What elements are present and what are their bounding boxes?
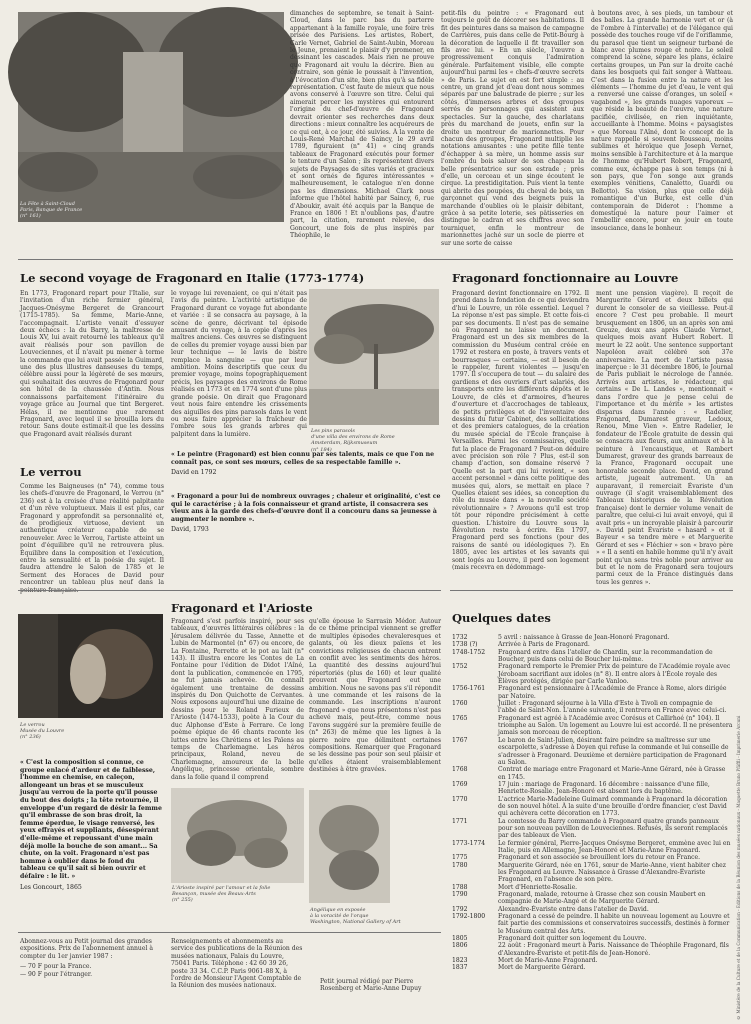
section-divider (450, 590, 733, 591)
second-voyage-title: Le second voyage de Fragonard en Italie (1773-1774) (20, 271, 365, 285)
quote-goncourt-source: Les Goncourt, 1865 (20, 883, 82, 891)
date-year: 1805 (452, 935, 468, 943)
date-year: 1773-1774 (452, 839, 486, 847)
verrou-image (18, 614, 163, 718)
section-divider (18, 259, 733, 260)
pins-caption-location: Amsterdam, Rijksmuseum (311, 440, 378, 447)
subscription-text: Abonnez-vous au Petit journal des grandes expositions. Prix de l'abonnement annuel à compter du 1er janvier 1987 : (20, 938, 153, 960)
fonctionnaire-column-2: ment une pension viagère). Il reçoit de Marguerite Gérard et deux billets qui durent le consoler de sa vieillesse. Peut-il encore ? C'est peu probable. Il meurt brusquement en 1806, un an après son ami Greuze, deux ans après Claude Vernet, quelques mois avant Hubert Robert. Il meurt le 22 août. Une sentence supportant Napoléon avait célébré son 37e anniversaire. La mort de l'artiste passa inaperçue : le 31 décembre 1806, le Journal de Paris publiait le nécrologe de l'année. Arrivés aux artistes, le rédacteur, qui certains « De L. Landes », mentionnait « dans l'ordre que je pense celui de l'importance et du mérite » les artistes disparus dans l'année : « Radelier, Fragonard, Dumarest graveur, Ledoux, Renou, Mme Vien ». Entre Radelier, le fondateur de l'École gratuite de dessin qui se consacra aux fleurs, aux animaux et à la peinture à l'encaustique, et Rambert Dumarest, graveur des grands barreaux de la France, Fragonard occupait une honorable seconde place. David, en grand artiste, jugeait autrement. Un an auparavant, il remerciait Évariste d'un ouvrage (il s'agit vraisemblablement des Tableaux historiques de la Révolution française) dont le dernier volume venait de paraître, que celui-ci lui avait envoyé, qui il avait pris « un incroyable plaisir à parcourir ». David peint Évariste « hasard » et il Bayeur « sa tendre mère » et Marguerite Gérard et ses « Fléchier » son « bravo père » « Il a senti en habile homme qu'il n'y avait point qu'un sens très noble pour arriver au but et le nom de Fragonard sera toujours parmi ceux de la France distingués dans tous les genres ». (596, 290, 733, 586)
angelique-caption-location: Washington, National Gallery of Art (310, 919, 401, 926)
date-event: Le fermier général, Pierre-Jacques Onésyme Bergeret, emmène avec lui en Italie, puis en Allemagne, Jean-Honoré et Marie-Anne Fragonard. (498, 839, 731, 854)
date-year: 1770 (452, 795, 468, 803)
date-year: 1806 (452, 942, 468, 950)
verrou-caption-location: Musée du Louvre (20, 728, 65, 735)
arioste-image-caption-location: Besançon, musée des Beaux-Arts (172, 891, 256, 898)
date-event: Fragonard est agréé à l'Académie avec Corésus et Callirhoé (n° 104). Il triomphe au Salon. Un logement au Louvre lui est accordé. Il ne présentera jamais son morceau de réception. (498, 714, 733, 737)
date-row (452, 715, 733, 737)
quote-david-1792 (171, 451, 441, 477)
editors-credit: Petit journal rédigé par Pierre Rosenberg et Marie-Anne Dupuy (320, 978, 422, 993)
arioste-image (171, 788, 304, 883)
dates-title: Quelques dates (452, 611, 551, 625)
date-year: 1792 (452, 905, 468, 913)
date-row (452, 906, 733, 913)
quote-david-1793-source: David, 1793 (171, 526, 209, 534)
angelique-caption-subtitle: à la voracité de l'orque (310, 913, 369, 920)
date-event: Fragonard entre dans l'atelier de Chardin, sur la recommandation de Boucher, puis dans celui de Boucher lui-même. (498, 648, 713, 664)
date-row (452, 913, 733, 935)
date-event: Fragonard remporte le Premier Prix de peinture de l'Académie royale avec Jéroboam sacrifiant aux idoles (n° 8). Il entre alors à l'École royale des Élèves protégés, dirigée par Carle Vanloo. (498, 663, 731, 686)
verrou-title: Le verrou (20, 465, 82, 479)
date-year: 1788 (452, 883, 468, 891)
date-row (452, 781, 733, 796)
date-year: 1837 (452, 964, 468, 972)
publications-info: Renseignements et abonnements au service des publications de la Réunion des musées nationaux, Palais du Louvre, 75041 Paris. Téléphone : 42 60 39 26, poste 33 34. C.C.P. Paris 9061-88 X, à l'ordre de Monsieur l'Agent Comptable de la Réunion des musées nationaux. (171, 938, 303, 990)
arioste-title: Fragonard et l'Arioste (171, 601, 313, 615)
image-caption-title: La Fête à Saint-Cloud (20, 201, 75, 207)
fete-saint-cloud-image (18, 12, 284, 222)
date-event: Alexandre-Évariste entre dans l'atelier de David. (498, 905, 649, 913)
date-year: 1752 (452, 663, 468, 671)
date-row (452, 854, 733, 861)
dates-list (452, 634, 733, 1010)
pins-caption-number: (n° 184) (311, 446, 332, 453)
verrou-text: Comme les Baigneuses (n° 74), comme tous les chefs-d'œuvre de Fragonard, le Verrou (n° 236) est à la croisée d'une réalité palpitante et d'un rêve voluptueux. Mais il est plus, car Fragonard y approfondit sa personnalité et, de prodigieux virtuose, devient un authentique créateur capable de se renouveler. Avec le Verrou, l'artiste atteint un point d'équilibre qu'il ne retrouvera plus. Équilibre dans la composition et l'exécution, entre la sensualité et la poésie du sujet. Il faudra attendre le Salon de 1785 et le Serment des Horaces de David pour rencontrer un tableau plus neuf dans la (20, 483, 164, 587)
date-year: 1767 (452, 736, 468, 744)
date-event: Fragonard doit quitter son logement du Louvre. (498, 935, 647, 943)
subscription-price-france: — 70 F pour la France. (20, 963, 92, 971)
date-event: Fragonard est pensionnaire à l'Académie de France à Rome, alors dirigée par Natoire. (498, 685, 727, 700)
fonctionnaire-title: Fragonard fonctionnaire au Louvre (452, 271, 679, 285)
date-row (452, 649, 733, 664)
copyright-sidebar: © Ministère de la Culture et de la Communication - Éditions de la Réunion des musées nationaux - Maquette Bruno Pfäffli - Imprimerie Arcuni (736, 715, 741, 1020)
date-event: Juillet : Fragonard séjourne à la Villa d'Este à Tivoli en compagnie de l'abbé de Saint-Non. L'année suivante, il rentrera en France avec celui-ci. (498, 700, 727, 715)
date-row (452, 884, 733, 891)
date-event: Contrat de mariage entre Fragonard et Marie-Anne Gérard, née à Grasse en 1745. (498, 766, 726, 781)
arioste-column-2: qu'elle épouse le Sarrasin Médor. Autour de ce thème principal viennent se greffer de multiples épisodes chevaleresques et galants, où les dieux païens et les convictions religieuses de chacun entrent en conflit avec les sentiments des héros. La quantité des dessins aujourd'hui répertoriés (plus de 160) et leur qualité prouvent que Fragonard eut une ambition. Nous ne savons pas s'il répondit à une commande et les raisons de la commande. Les inscriptions n'auront fragonard » que nous présentons n'est pas achevé mais, peut-être, comme nous l'avons suggéré sur la première feuille de (n° 263) de même que les lignes à la pierre noire que délimitent certaines compositions. Remarquer que Fragonard se les dessine pas pour son seul plaisir et qu'elles étaient vraisemblablement destinées à être gravées. (309, 618, 441, 774)
date-event: Marguerite Gérard, née en 1761, sœur de Marie-Anne, vient habiter chez les Fragonard au Louvre. Naissance à Grasse d'Alexandre-Évariste Fragonard, en l'absence de son père. (498, 861, 726, 884)
pins-caption-title: Les pins parasols (311, 428, 355, 434)
date-event: 17 juin : mariage de Fragonard. 16 décembre : naissance d'une fille, Henriette-Rosalie. Jean-Honoré est absent lors du baptême. (498, 780, 710, 796)
date-event: Fragonard a cessé de peindre. Il habite un nouveau logement au Louvre et fait partie des commissions et conservatoires successifs, destinés à former le Muséum central des Arts. (498, 913, 730, 935)
second-voyage-column-2: le voyage lui revenaient, ce qui n'était pas l'avis du peintre. L'activité artistique de Fragonard durant ce voyage fut abondante et variée : il se consacra au paysage, à la scène de genre, décrivant tel épisode amusant du voyage, à la copie d'après les maîtres anciens. Ces œuvres se distinguent de celles du premier voyage aussi bien par leur technique — le lavis de bistre remplace la sanguine — que par leur ambition. Moins descriptifs que ceux du premier voyage, moins topographiquement précis, les paysages des environs de Rome réalisés en 1773 et en 1774 sont d'une plus grande poésie. On dirait que Fragonard veut nous faire entendre les crissements des aiguilles des pins parasols dans le vent ou nous faire apprécier la fraîcheur de l'ombre sous les grands arbres qui palpitent dans la lumière. (171, 290, 307, 438)
date-event: La comtesse du Barry commande à Fragonard quatre grands panneaux pour son nouveau pavillon de Louveciennes. Refusés, ils seront remplacés par des tableaux de Vien. (498, 817, 728, 840)
quote-david-1792-text: « Le peintre (Fragonard) est bien connu par ses talents, mais ce que l'on ne connaît pas, ce sont ses mœurs, celles de sa respectable famille ». (171, 451, 435, 466)
date-row (452, 700, 733, 715)
date-row (452, 796, 733, 818)
date-row (452, 766, 733, 781)
date-event: 5 avril : naissance à Grasse de Jean-Honoré Fragonard. (498, 634, 670, 641)
date-row (452, 634, 733, 641)
top-column-2: petit-fils du peintre : « Fragonard eut toujours le goût de décorer ses habitations. Il fit des peintures dans sa maison de campagne de Carrières, puis dans celle de Petit-Bourg à la décoration de laquelle il fit travailler son fils avec lui. » En un siècle, l'œuvre a progressivement conquis l'admiration générale. Parfaitement visible, elle compte aujourd'hui parmi les « chefs-d'œuvre secrets » de Paris. Le sujet en est fort simple : au centre, un grand jet d'eau dont nous sommes séparés par une balustrade de pierre ; sur les côtés, d'immenses arbres et des groupes serrés de personnages qui assistent aux spectacles. Sur la gauche, des charlatans près du marchand de jouets, enfin sur la droite un montreur de marionnettes. Pour chacun des groupes, Fragonard multiplie les notations amusantes : une petite fille tente d'échapper à sa mère, un homme assis sur l'ombre du bois saluer de son chapeau la belle présentatrice sur son estrade ; près d'elle, un cerceau et un singe écoutent le cirque. La prestidigitation. Puis vient la tente qui abrite des poupées, du cheval de bois, un garçonnet qui vend des beignets puis la marchande d'oublies où le plaisir débitant, grâce à sa petite loterie, ses pâtisseries en distingue le cadran et ses chiffres avec son tourniquet, enfin le montreur de marionnettes jaché sur un socle de pierre et sur une sorte de caisse (441, 10, 584, 247)
pins-parasols-image (309, 289, 439, 425)
date-event: Mort d'Henriette-Rosalie. (498, 883, 578, 891)
date-event: Fragonard, malade, retourne à Grasse chez son cousin Maubert en compagnie de Marie-Angé et de Marguerite Gérard. (498, 891, 706, 906)
date-row (452, 862, 733, 884)
date-row (452, 663, 733, 685)
date-row (452, 840, 733, 855)
date-year: 1756-1761 (452, 685, 486, 693)
image-caption-location: Paris, Banque de France (20, 207, 83, 214)
quote-david-1793-text: « Fragonard a pour lui de nombreux ouvrages ; chaleur et originalité, c'est ce qui le caractérise ; à la fois connaisseur et grand artiste, il consacrera ses vieux ans à la garde des chefs-d'œuvre dont il a concouru dans sa jeunesse à augmenter le nombre ». (171, 493, 441, 523)
fonctionnaire-column-1: Fragonard devint fonctionnaire en 1792. Il prend dans la fondation de ce qui deviendra d'hui le Louvre, un rôle essentiel. Lequel ? La réponse n'est pas simple. Et cette fois-ci par ses documents. Il n'est pas de semaine où Fragonard ne laisse un document. Fragonard est un des six membres de la commission du Muséum central créée en 1792 et restera en poste, à travers vents et bourrasques — certains, — est il besoin de le rappeler, furent violentes — jusqu'en 1797. Il s'occupera de tout — du salaire des gardiens et des ouvriers d'art salariés, des transports entre les différents dépôts et le Louvre, de clés et d'armoires, d'heures d'ouverture et d'accrochages de tableaux, de petits privilèges et de l'inventaire des dessins du futur Cabinet, des sollicitations et des premiers catalogues, de la création du musée spécial de l'École française à Versailles. Parmi les commissaires, quelle fut la place de Fragonard ? Peut-on déduire avec précision son rôle ? Plus, est-il son champ d'action, son domaine réservé ? Quelle est la part qui lui revient, « son accent personnel » dans cette politique des musées qui, alors, se mettait en place ? Quelles étaient ses idées, sa conception du rôle du musée dans « la nouvelle société révolutionnaire » ? Avouons qu'il est trop tôt pour répondre précisément à cette question. L'histoire du Louvre sous la Révolution reste à écrire. En 1797, Fragonard perd ses fonctions (pour des raisons de santé ou idéologiques ?). En 1805, avec les artistes et les savants qui sont logés au Louvre, il perd son logement (mais recevra en dédommage- (452, 290, 589, 572)
date-row (452, 957, 733, 964)
pins-caption-subtitle: d'une villa des environs de Rome (311, 434, 395, 441)
section-divider (18, 590, 441, 591)
date-year: 1732 (452, 634, 468, 641)
subscription-price-abroad: — 90 F pour l'étranger. (20, 970, 93, 978)
date-year: 1765 (452, 714, 468, 722)
top-column-1: dimanches de septembre, se tenait à Saint-Cloud, dans le parc bas du parterre appartenant à la famille royale, une foire très prisée des Parisiens. Les artistes, Robert, Carle Vernet, Gabriel de Saint-Aubin, Moreau le Jeune, prenaient le plaisir d'y promener, en dessinant les cascades. Mais rien ne prouve que Fragonard ait voulu la décrire. Bien au contraire, son génie le poussait à l'invention, à l'évocation d'un site, bien plus qu'à sa fidèle représentation. C'est faute de mieux que nous avons conservé à l'œuvre son titre. Celui qui aimerait percer les mystères qui entourent l'origine du chef-d'œuvre de Fragonard devrait orienter ses recherches dans deux directions : mieux connaître les acquéreurs de ce qui ont, à ce jour, été suivies. À la vente de Louis-René Marchal de Saincy, le 29 avril 1789, figuraient (n° 41) « cinq grands tableaux de Fragonard exécutés pour former le tenture d'un Salon ; ils représentent divers sujets de Paysages de sites variés et gracieux et sont ornés de figures intéressantes » malheureusement, le catalogue n'en donne pas les dimensions. Michael Clark nous informe que l'hôtel habité par Saincy, 6, rue d'Aboukir, avait été acquis par la Banque de France en 1806 ! Et n'oublions pas, d'autre part, la citation, rarement relevée, des Goncourt, une fois de plus inspirés par Théophile, le (290, 10, 434, 240)
date-event: Mort de Marguerite Gérard. (498, 964, 586, 972)
arioste-image-caption-number: (n° 255) (172, 897, 193, 904)
date-year: 1790 (452, 891, 468, 899)
date-year: 1748-1752 (452, 648, 486, 656)
date-year: 1760 (452, 700, 468, 708)
arioste-image-caption-title: L'Arioste inspiré par l'amour et la folie (172, 885, 271, 891)
date-event: Arrivée à Paris de Fragonard. (498, 641, 590, 649)
arioste-column-1: Fragonard s'est parfois inspiré, pour ses tableaux, d'œuvres littéraires célèbres : la Jérusalem délivrée du Tasse, Annette et Lubin de Marmontel (n° 67) ou encore, de La Fontaine, Perrette et le pot au lait (n° 143). Il illustra encore les Contes de La Fontaine pour l'édition de Didot l'Aîné, dont la publication, commencée en 1795, ne fut jamais achevée. On connaît également une trentaine de dessins inspirés du Don Quichotte de Cervantes. Nous exposons aujourd'hui une dizaine de dessins pour le Roland Furieux de l'Arioste (1474-1533), poète à la Cour du duc Alphonse d'Este à Ferrare. Ce long poème épique de 46 chants raconte les luttes entre les Chrétiens et les Païens au temps de Charlemagne. Les héros principaux, Roland, neveu de Charlemagne, amoureux de la belle Angélique, princesse orientale, sombre dans la folie quand il comprend (171, 618, 304, 781)
date-row (452, 818, 733, 840)
date-row (452, 685, 733, 700)
date-year: 1738 (?) (452, 641, 478, 649)
date-event: Mort de Marie-Anne Fragonard. (498, 957, 598, 965)
date-row (452, 935, 733, 942)
date-event: 22 août : Fragonard meurt à Paris. Naissance de Théophile Fragonard, fils d'Alexandre-Évariste et petit-fils de Jean-Honoré. (498, 942, 729, 957)
date-year: 1769 (452, 780, 468, 788)
date-event: Le baron de Saint-Julien, désirant faire peindre sa maîtresse sur une escarpolette, s'adresse à Doyen qui refuse la commande et lui conseille de s'adresser à Fragonard. Deuxième et dernière participation de Fragonard au Salon. (498, 736, 729, 766)
date-event: Fragonard et son associée se brouillent lors du retour en France. (498, 854, 701, 862)
date-row (452, 641, 733, 648)
quote-david-1793 (171, 493, 441, 534)
date-year: 1780 (452, 861, 468, 869)
date-row (452, 737, 733, 766)
top-column-3: à boutons avec, à ses pieds, un tambour et des balles. La grande harmonie vert et or (à de l'ombre à l'intervalle) et de l'élégance qui possède des touches rouge vif de l'oriflamme, du parasol que tient un seigneur turbané de blanc avec plumes rouge et noire. Le soleil comprend la scène, sépare les plans, éclaire certains groupes, un Pan sur la droite caché dans les bosquets qui fait songer à Watteau. C'est dans la fusion entre la nature et les éléments — l'homme du jet d'eau, le vent qui a renversé une caisse d'oranges, un soleil « vagabond », les grands nuages vaporeux — que réside la beauté de l'œuvre, une nature pacifiée, civilisée, en rien inquiétante, accueillante à l'homme. Moins « paysagistes » que Moreau l'Aîné, dont le concept de la nature rappelle si souvent Rousseau, moins sublimes et héroïque que Joseph Vernet, moins sensible à l'architecture et à la marque de l'homme qu'Hubert Robert, Fragonard, comme eux, échappe pas à son temps (ni à son pays, que l'on songe aux grands exemples vénitiens, Canaletto, Guardi ou Bellotto). Sa vision, plus que celle déjà romantique d'un Burke, est celle d'un contemporain de Diderot : l'homme a domestiqué la nature pour l'aimer et l'embellir encore, pour en jouir en toute insouciance, dans le bonheur. (591, 10, 733, 232)
quote-goncourt-text: « C'est la composition si connue, ce groupe enlacé d'ardeur et de faiblesse, l'homme en chemise, en caleçon, allongeant un bras et se musculeux jusqu'au verrou de la porte qu'il pousse du bout des doigts ; la tête retournée, il enveloppe d'un regard de désir la femme qu'il embrasse de son bras droit, la femme éperdue, le visage renversé, les yeux effrayés et suppliants, désespérant d'elle-même et repoussant d'une main déjà molle la bouche de son amant... Sa chute, on la voit. Fragonard n'est pas homme à oublier dans le fond du tableau ce qu'il sait si bien ouvrir et défaire : le lit. » (20, 759, 162, 880)
date-year: 1823 (452, 957, 468, 965)
angelique-image (309, 790, 390, 903)
date-year: 1775 (452, 854, 468, 862)
image-caption-number: (n° 161) (20, 213, 41, 220)
date-year: 1768 (452, 766, 468, 774)
date-row (452, 891, 733, 906)
date-year: 1792-1800 (452, 913, 486, 921)
quote-goncourt (20, 759, 162, 891)
date-row (452, 942, 733, 957)
footer-divider (18, 932, 441, 933)
verrou-caption-number: (n° 236) (20, 734, 41, 741)
date-year: 1771 (452, 817, 468, 825)
second-voyage-column-1: En 1773, Fragonard repart pour l'Italie, sur l'invitation d'un riche fermier général, Jacques-Onésyme Bergeret de Grancourt (1715-1785). Sa femme, Marie-Anne, l'accompagnait. L'artiste venait d'essuyer deux échecs : la du Barry, la maîtresse de Louis XV, lui avait retourné les tableaux qu'il avait réalisés pour son pavillon de Louveciennes, et il n'avait pu mener à terme la commande que lui avait passée la Guimard, une des plus illustres danseuses du temps, célèbre aussi pour la légèreté de ses mœurs, qui souhaitait des œuvres de Fragonard pour son hôtel de la chaussée d'Antin. Nous connaissons parfaitement l'itinéraire du voyage grâce au Journal que tint Bergeret. Hélas, il ne mentionne que rarement Fragonard, avec lequel il se brouilla lors du retour. Sans doute estimait-il que les dessins que Fragonard avait réalisés durant (20, 290, 164, 438)
angelique-caption-title: Angélique en exposée (310, 907, 366, 913)
verrou-caption-title: Le verrou (20, 722, 45, 728)
date-event: L'actrice Marie-Madeleine Guimard commande à Fragonard la décoration de son nouvel hôtel. À la suite d'une brouille d'ordre financier, c'est David qui achèvera cette décoration en 1773. (498, 795, 728, 818)
date-row (452, 964, 733, 971)
quote-david-1792-source: David en 1792 (171, 469, 217, 477)
